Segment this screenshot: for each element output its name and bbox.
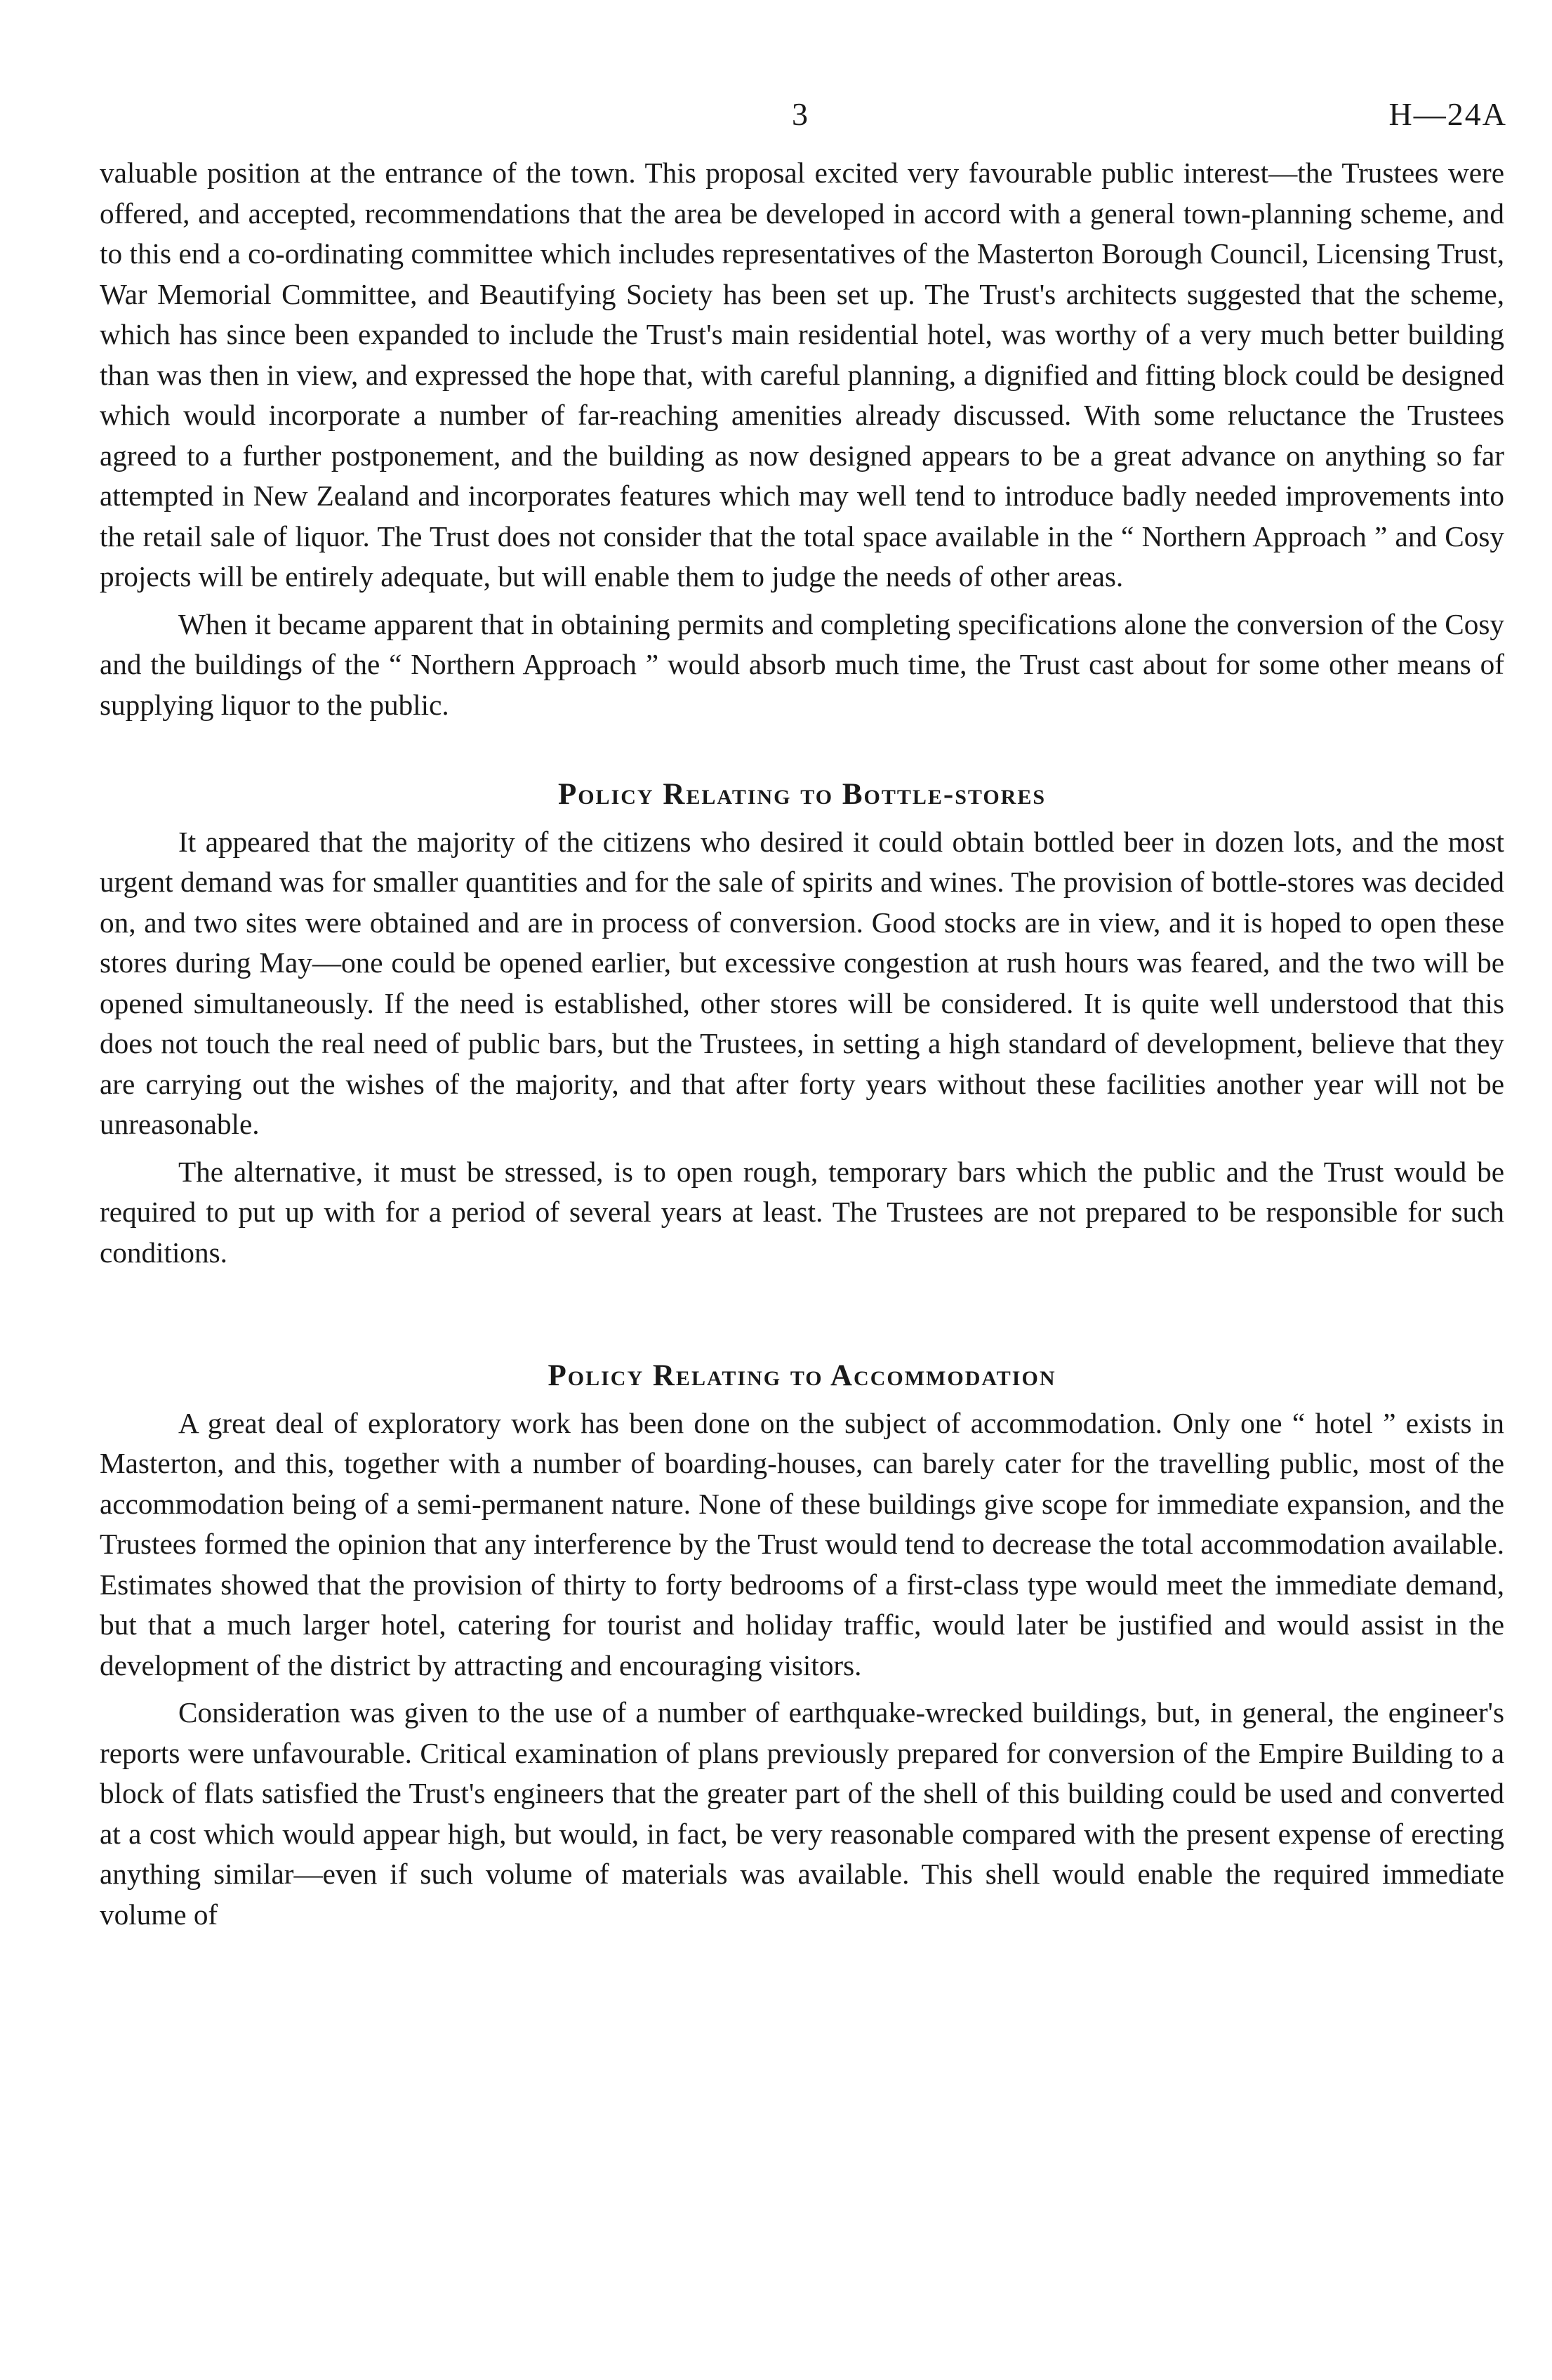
document-body: [100, 153, 1504, 1935]
section-heading-bottle-stores: Policy Relating to Bottle-stores: [557, 778, 1047, 811]
paragraph-accommodation: A great deal of exploratory work has been done on the subject of accommodation. Only one “ hotel ” exists in Masterton, and this, together with a number of boarding-houses, can barely cater for the travelling public, most of the accommodation being of a semi-permanent nature. None of these buildings give scope for immediate expansion, and the Trustees formed the opinion that any interference by the Trust would tend to decrease the total accommodation available. Estimates showed that the provision of thirty to forty bedrooms of a first-class type would meet the immediate demand, but that a much larger hotel, catering for tourist and holiday traffic, would later be justified and would assist in the development of the district by attracting and encouraging visitors.: [100, 1406, 1504, 1681]
paragraph-cosy-conversion: When it became apparent that in obtaining permits and completing specifications alone the conversion of the Cosy and the buildings of the “ Northern Approach ” would absorb much time, the Trust cast about for some other means of supplying liquor to the public.: [100, 607, 1504, 721]
paragraph-empire-building: Consideration was given to the use of a number of earthquake-wrecked buildings, but, in general, the engineer's reports were unfavourable. Critical examination of plans previously prepared for conversion of the Empire Building to a block of flats satisfied the Trust's engineers that the greater part of the shell of this building could be used and converted at a cost which would appear high, but would, in fact, be very reasonable compared with the present expense of erecting anything similar—even if such volume of materials was available. This shell would enable the required immediate volume of: [100, 1696, 1504, 1931]
section-heading-accommodation: Policy Relating to Accommodation: [548, 1359, 1056, 1392]
document-reference: H—24A: [1388, 96, 1507, 132]
page-number: 3: [792, 96, 808, 132]
paragraph-bottle-stores: It appeared that the majority of the citizens who desired it could obtain bottled beer in dozen lots, and the most urgent demand was for smaller quantities and for the sale of spirits and wines. The provision of bottle-stores was decided on, and two sites were obtained and are in process of conversion. Good stocks are in view, and it is hoped to open these stores during May—one could be opened earlier, but excessive congestion at rush hours was feared, and the two will be opened simultaneously. If the need is established, other stores will be considered. It is quite well understood that this does not touch the real need of public bars, but the Trustees, in setting a high standard of development, believe that they are carrying out the wishes of the majority, and that after forty years without these facilities another year will not be unreasonable.: [100, 825, 1504, 1140]
paragraph-alternative: The alternative, it must be stressed, is to open rough, temporary bars which the public and the Trust would be required to put up with for a period of several years at least. The Trustees are not prepared to be responsible for such conditions.: [100, 1155, 1504, 1269]
page-header: [0, 95, 1552, 145]
paragraph-continuation: valuable position at the entrance of the town. This proposal excited very favourable public interest—the Trustees were offered, and accepted, recommendations that the area be developed in accord with a general town-planning scheme, and to this end a co-ordinating committee which includes representatives of the Masterton Borough Council, Licensing Trust, War Memorial Committee, and Beautifying Society has been set up. The Trust's architects suggested that the scheme, which has since been expanded to include the Trust's main residential hotel, was worthy of a very much better building than was then in view, and expressed the hope that, with careful planning, a dignified and fitting block could be designed which would incorporate a number of far-reaching amenities already discussed. With some reluctance the Trustees agreed to a further postponement, and the building as now designed appears to be a great advance on anything so far attempted in New Zealand and incorporates features which may well tend to introduce badly needed improvements into the retail sale of liquor. The Trust does not consider that the total space available in the “ Northern Approach ” and Cosy projects will be entirely adequate, but will enable them to judge the needs of other areas.: [100, 157, 1504, 593]
